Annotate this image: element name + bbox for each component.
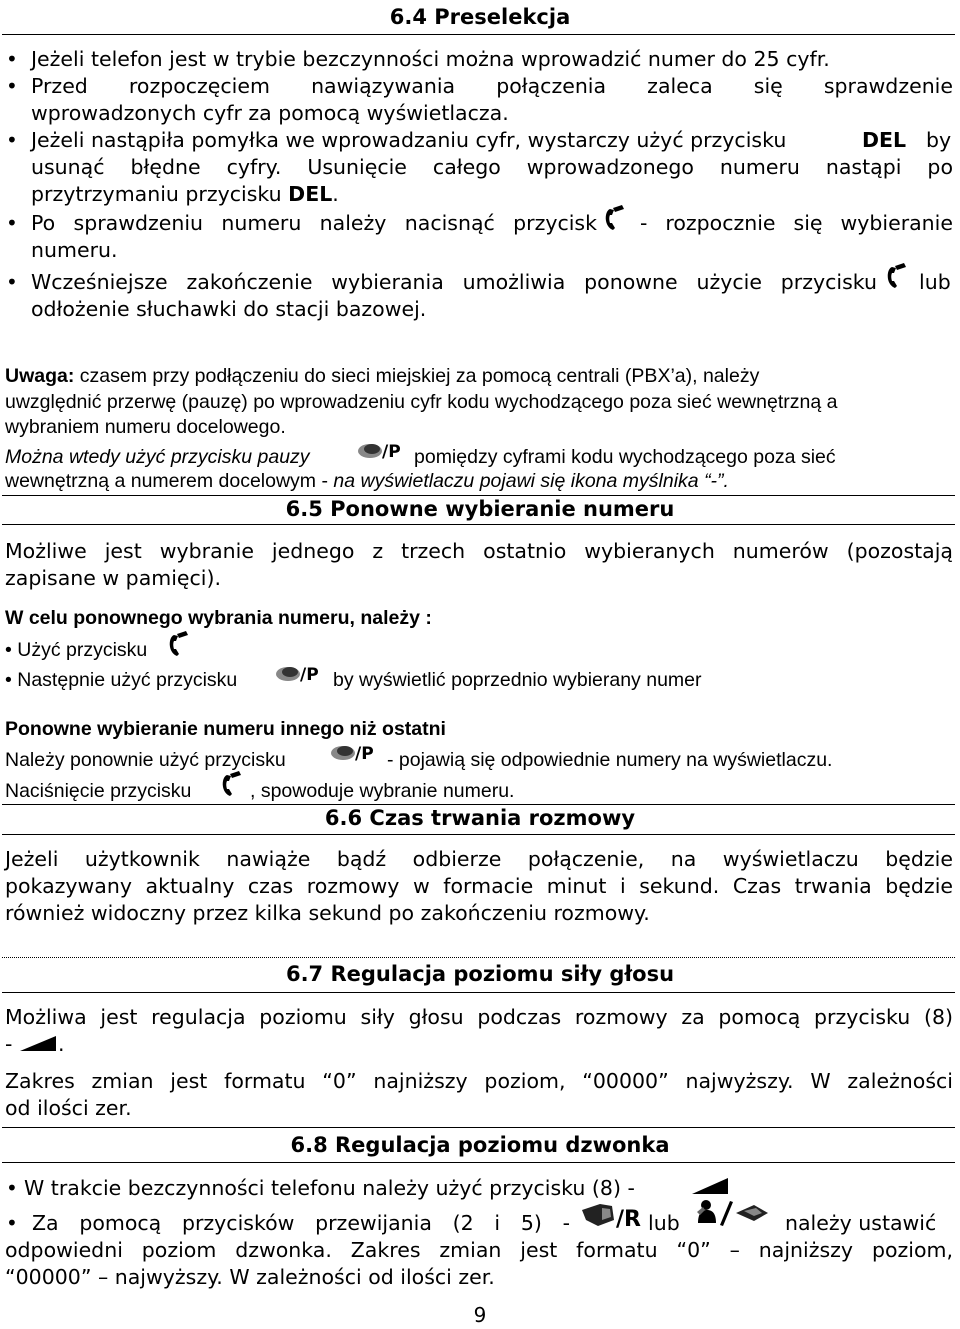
paragraph: odpowiedni poziom dzwonka. Zakres zmian jest formatu “0” – najniższy poziom, bbox=[5, 1238, 953, 1262]
section-title-6-5: 6.5 Ponowne wybieranie numeru bbox=[285, 497, 675, 521]
paragraph: . bbox=[58, 1032, 65, 1056]
paragraph: - bbox=[5, 1032, 13, 1056]
bullet: • bbox=[6, 270, 18, 294]
paragraph: Zakres zmian jest formatu “0” najniższy poziom, “00000” najwyższy. W zależności bbox=[5, 1069, 953, 1093]
pause-text: wewnętrzną a numerem docelowym - bbox=[5, 470, 328, 492]
note-label: Uwaga: bbox=[5, 365, 75, 387]
bullet-text: - rozpocznie się wybieranie bbox=[640, 211, 953, 235]
paragraph: zapisane w pamięci). bbox=[5, 566, 222, 590]
manual-page: 6.4 Preselekcja • Jeżeli telefon jest w trybie bezczynności można wprowadzić numer do 25 cyfr. • Przed rozpoczęciem nawiązywania połączenia zaleca się sprawdzenie wprowadzonych cyfr za pomocą wyświetlacza. • Jeżeli nastąpiła pomyłka we wprowadzaniu cyfr, wystarczy użyć przycisku DEL by usunąć błędne cyfry. Usunięcie całego wprowadzonego numeru nastąpi po przytrzymaniu przycisku DEL. • Po sprawdzeniu numeru należy nacisnąć przycisk - rozpocznie się wybieranie numeru. • Wcześniejsze zakończenie wybierania umożliwia ponowne użycie przycisku lub odłożenie słuchawki do stacji bazowej. Uwaga: czasem przy podłączeniu do sieci miejskiej za pomocą centrali (PBX’a), należy uwzględnić przerwę (pauzę) po wprowadzeniu cyfr kodu wychodzącego poza sieć wewnętrzną a wybraniem numeru docelowego. Można wtedy użyć przycisku pauzy pomiędzy cyframi kodu wychodzącego poza sieć wewnętrzną a numerem docelowym - na wyświetlaczu pojawi się ikona myślnika “-”. 6.5 Ponowne wybieranie numeru Możliwe jest wybranie jednego z trzech ostatnio wybieranych numerów (pozostają zapisane w pamięci). W celu ponownego wybrania numeru, należy : • Użyć przycisku • Następnie użyć przycisku by wyświetlić poprzednio wybierany numer Ponowne wybieranie numeru innego niż ostatni Należy ponownie użyć przycisku - pojawią się odpowiednie numery na wyświetlaczu. Naciśnięcie przycisku , spowoduje wybranie numeru. 6.6 Czas trwania rozmowy Jeżeli użytkownik nawiąże bądź odbierze połączenie, na wyświetlaczu będzie pokazywany aktualny czas rozmowy w formacie minut i sekund. Czas trwania będzie również widoczny przez kilka sekund po zakończeniu rozmowy. 6.7 Regulacja poziomu siły głosu Możliwa jest regulacja poziomu siły głosu podczas rozmowy za pomocą przycisku (8) - . Zakres zmian jest formatu “0” najniższy poziom, “00000” najwyższy. W zależności od ilości zer. 6.8 Regulacja poziomu dzwonka • W trakcie bezczynności telefonu należy użyć przycisku (8) - • Za pomocą przycisków przewijania (2 i 5) - lub należy ustawić odpowiedni poziom dzwonka. Zakres zmian jest formatu “0” – najniższy poziom, “00000” – najwyższy. W zależności od ilości zer. 9 bbox=[0, 0, 960, 1329]
title-rule bbox=[2, 495, 955, 496]
bullet-text: Za pomocą przycisków przewijania (2 i 5) - bbox=[32, 1211, 570, 1235]
paragraph: Jeżeli użytkownik nawiąże bądź odbierze połączenie, na wyświetlaczu będzie bbox=[5, 847, 953, 871]
phone-handset-icon bbox=[219, 768, 245, 798]
bullet-text: Po sprawdzeniu numeru należy nacisnąć przycisk bbox=[31, 211, 597, 235]
bullet-text: numeru. bbox=[31, 238, 118, 262]
pause-text: pomiędzy cyframi kodu wychodzącego poza sieć bbox=[414, 446, 836, 468]
phone-handset-icon bbox=[602, 202, 628, 232]
phone-handset-icon bbox=[884, 260, 910, 290]
volume-wedge-icon bbox=[690, 1176, 732, 1196]
title-rule bbox=[2, 34, 955, 35]
del-key-label: DEL bbox=[862, 128, 907, 152]
subheading: W celu ponownego wybrania numeru, należy : bbox=[5, 607, 432, 629]
pause-text: Można wtedy użyć przycisku pauzy bbox=[5, 446, 310, 468]
volume-wedge-icon bbox=[18, 1034, 60, 1054]
section-title-6-8: 6.8 Regulacja poziomu dzwonka bbox=[290, 1133, 670, 1157]
bullet: • bbox=[6, 1176, 18, 1200]
del-key-label: DEL bbox=[288, 182, 333, 206]
contacts-pause-icon bbox=[328, 742, 384, 766]
contacts-pause-icon bbox=[273, 663, 329, 687]
bullet-text: W trakcie bezczynności telefonu należy użyć przycisku (8) - bbox=[24, 1176, 635, 1200]
paragraph: “00000” – najwyższy. W zależności od ilości zer. bbox=[5, 1265, 495, 1289]
paragraph: pokazywany aktualny czas rozmowy w formacie minut i sekund. Czas trwania będzie bbox=[5, 874, 953, 898]
title-rule bbox=[2, 1127, 955, 1128]
bullet-text: przytrzymaniu przycisku bbox=[31, 182, 282, 206]
note-text: wybraniem numeru docelowego. bbox=[5, 416, 286, 438]
paragraph: Możliwe jest wybranie jednego z trzech ostatnio wybieranych numerów (pozostają bbox=[5, 539, 953, 563]
bullet: • bbox=[6, 47, 18, 71]
bullet-text: lub bbox=[648, 1211, 680, 1235]
paragraph: również widoczny przez kilka sekund po zakończeniu rozmowy. bbox=[5, 901, 650, 925]
ringer-icon bbox=[694, 1199, 770, 1229]
bullet-text: wprowadzonych cyfr za pomocą wyświetlacza. bbox=[31, 101, 509, 125]
title-rule bbox=[2, 1162, 955, 1163]
scroll-down-redial-icon bbox=[580, 1202, 644, 1232]
bullet-text: Jeżeli nastąpiła pomyłka we wprowadzaniu cyfr, wystarczy użyć przycisku bbox=[31, 128, 787, 152]
paragraph: , spowoduje wybranie numeru. bbox=[250, 780, 515, 802]
paragraph: Należy ponownie użyć przycisku bbox=[5, 749, 286, 771]
step-text: Użyć przycisku bbox=[17, 639, 148, 661]
section-title-6-6: 6.6 Czas trwania rozmowy bbox=[324, 806, 636, 830]
note-text: uwzględnić przerwę (pauzę) po wprowadzeniu cyfr kodu wychodzącego poza sieć wewnętrzną a bbox=[5, 391, 838, 413]
bullet-text: Wcześniejsze zakończenie wybierania umożliwia ponowne użycie przycisku bbox=[31, 270, 877, 294]
bullet-text: . bbox=[332, 182, 339, 206]
step-text: Następnie użyć przycisku bbox=[17, 669, 238, 691]
page-number: 9 bbox=[473, 1303, 487, 1327]
section-title-6-7: 6.7 Regulacja poziomu siły głosu bbox=[285, 962, 675, 986]
bullet-text: Jeżeli telefon jest w trybie bezczynności można wprowadzić numer do 25 cyfr. bbox=[31, 47, 830, 71]
subheading: Ponowne wybieranie numeru innego niż ostatni bbox=[5, 718, 446, 740]
dash-symbol: “-”. bbox=[704, 470, 729, 492]
bullet: • bbox=[6, 1211, 18, 1235]
title-rule bbox=[2, 524, 955, 525]
phone-handset-icon bbox=[166, 628, 192, 658]
bullet: • bbox=[6, 74, 18, 98]
paragraph: - pojawią się odpowiednie numery na wyświetlaczu. bbox=[387, 749, 833, 771]
title-rule bbox=[2, 834, 955, 835]
pause-text: na wyświetlaczu pojawi się ikona myślnika bbox=[333, 470, 699, 492]
title-rule bbox=[2, 957, 955, 958]
bullet-text: odłożenie słuchawki do stacji bazowej. bbox=[31, 297, 427, 321]
paragraph: Możliwa jest regulacja poziomu siły głosu podczas rozmowy za pomocą przycisku (8) bbox=[5, 1005, 953, 1029]
bullet-text: usunąć błędne cyfry. Usunięcie całego wprowadzonego numeru nastąpi po bbox=[31, 155, 953, 179]
bullet: • bbox=[6, 128, 18, 152]
paragraph: Naciśnięcie przycisku bbox=[5, 780, 192, 802]
title-rule bbox=[2, 992, 955, 993]
paragraph: od ilości zer. bbox=[5, 1096, 132, 1120]
bullet-text: lub bbox=[919, 270, 951, 294]
bullet: • bbox=[6, 211, 18, 235]
step-text: by wyświetlić poprzednio wybierany numer bbox=[333, 669, 702, 691]
bullet-text: Przed rozpoczęciem nawiązywania połączenia zaleca się sprawdzenie bbox=[31, 74, 953, 98]
contacts-pause-icon bbox=[355, 440, 411, 464]
title-rule bbox=[2, 804, 955, 805]
bullet-text: by bbox=[926, 128, 952, 152]
note-text: czasem przy podłączeniu do sieci miejskiej za pomocą centrali (PBX’a), należy bbox=[79, 365, 760, 387]
bullet-text: należy ustawić bbox=[785, 1211, 937, 1235]
section-title-6-4: 6.4 Preselekcja bbox=[389, 5, 571, 29]
